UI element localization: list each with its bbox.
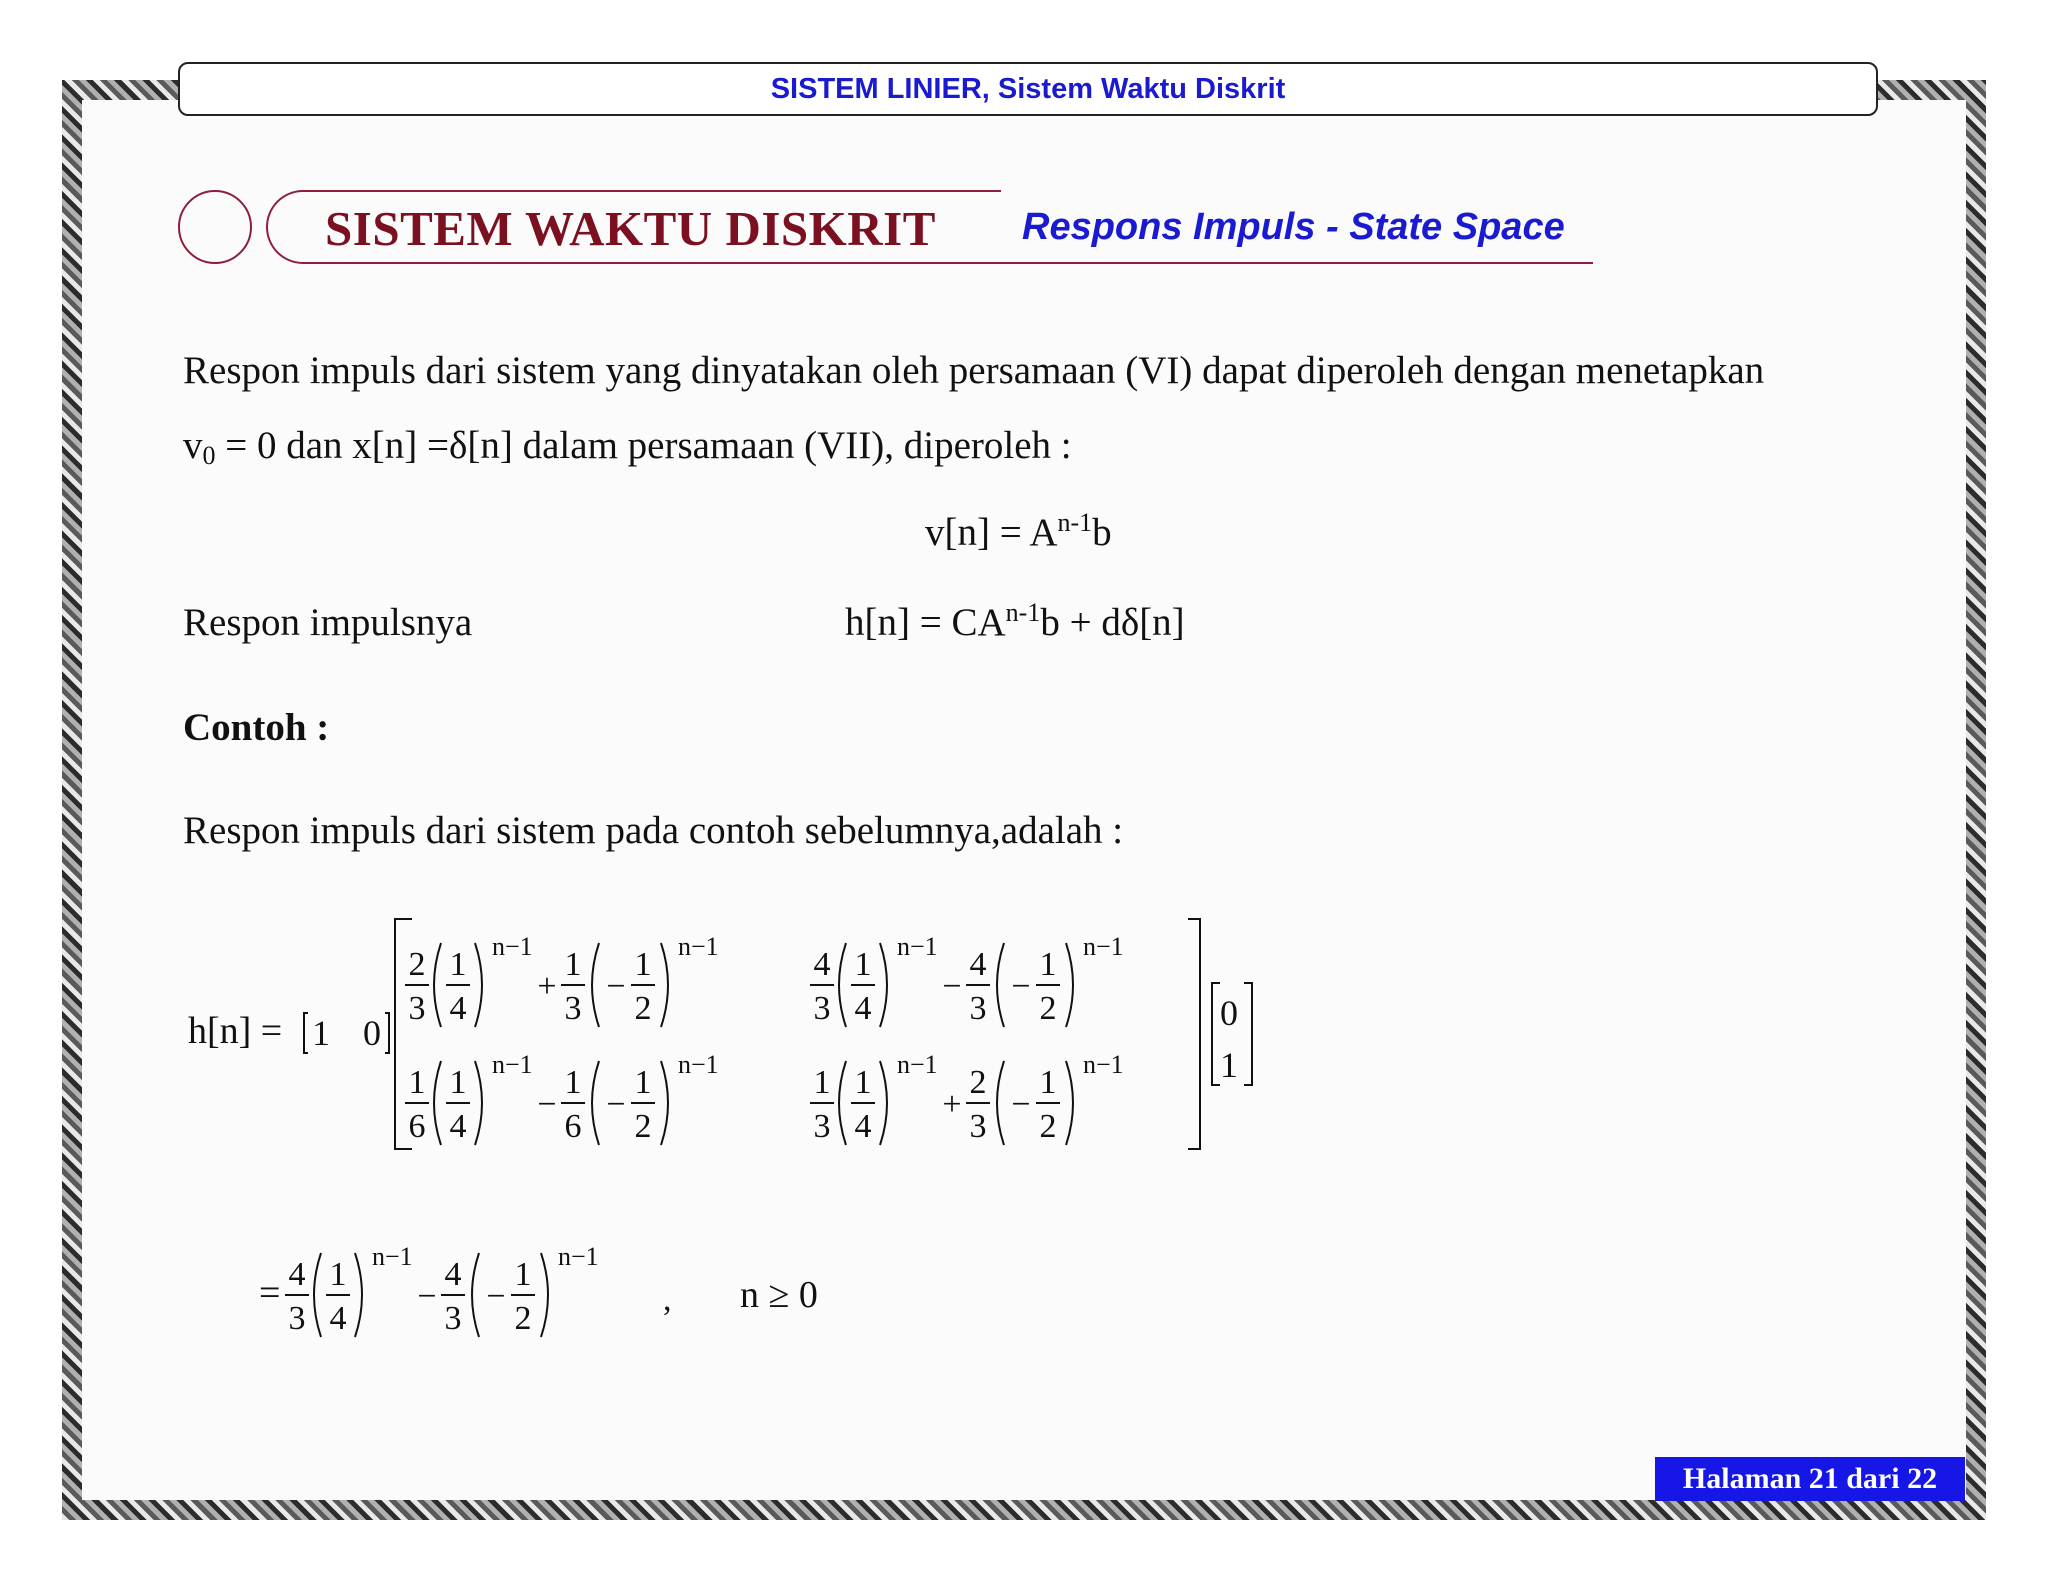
cell-2-2-exp1: n−1 — [897, 1050, 938, 1079]
paragraph-2: Respon impuls dari sistem pada contoh sebelumnya,adalah : — [183, 809, 1124, 852]
cell-2-1-coef2-den: 6 — [564, 1108, 582, 1145]
result-condition: n ≥ 0 — [740, 1274, 818, 1316]
cell-1-2-base1-den: 4 — [854, 990, 872, 1027]
result-coef2-num: 4 — [444, 1256, 462, 1293]
label-impulse-response: Respon impulsnya — [183, 601, 473, 644]
example-heading: Contoh : — [183, 706, 330, 749]
cell-2-1-coef2-num: 1 — [564, 1064, 582, 1101]
cell-2-1-base1-den: 4 — [449, 1108, 467, 1145]
result-paren2-right — [541, 1253, 548, 1337]
col-vector-bracket-left — [1212, 983, 1220, 1085]
result-base2-den: 2 — [514, 1300, 532, 1337]
cell-2-2-coef1-den: 3 — [813, 1108, 831, 1145]
cell-2-1-base2-den: 2 — [634, 1108, 652, 1145]
cell-2-1-base2-num: 1 — [634, 1064, 652, 1101]
col-vector-bracket-right — [1244, 983, 1252, 1085]
cell-2-1-neg: − — [606, 1086, 626, 1123]
cell-1-1-base1-den: 4 — [449, 990, 467, 1027]
cell-1-2-neg: − — [1011, 968, 1031, 1005]
header-title: SISTEM LINIER, Sistem Waktu Diskrit — [178, 62, 1878, 116]
paragraph-1-line-2-rest: = 0 dan x[n] =δ[n] dalam persamaan (VII), diperoleh : — [215, 424, 1072, 467]
row-vector-entry-1: 1 — [312, 1013, 330, 1053]
cell-2-1-exp1: n−1 — [492, 1050, 533, 1079]
cell-2-2-base1-num: 1 — [854, 1064, 872, 1101]
cell-1-1-coef1-num: 2 — [408, 946, 426, 983]
cell-2-1-base1-num: 1 — [449, 1064, 467, 1101]
row-vector-entry-2: 0 — [363, 1013, 381, 1053]
cell-2-2-paren2-left — [997, 1061, 1004, 1145]
cell-1-2-base1-num: 1 — [854, 946, 872, 983]
cell-1-2-paren1-right — [880, 943, 887, 1027]
cell-2-2-base2-num: 1 — [1039, 1064, 1057, 1101]
cell-1-1-paren1-left — [434, 943, 441, 1027]
cell-1-1-paren2-right — [661, 943, 668, 1027]
cell-1-2-coef2-den: 3 — [969, 990, 987, 1027]
matrix-cells — [405, 932, 1124, 1145]
section-title: SISTEM WAKTU DISKRIT — [325, 201, 936, 256]
equation-impulse-lhs: h[n] = CA — [845, 601, 1006, 644]
matrix-lhs: h[n] = — [188, 1010, 283, 1052]
cell-2-2-exp2: n−1 — [1083, 1050, 1124, 1079]
cell-2-2-paren1-left — [839, 1061, 846, 1145]
equation-impulse-rest: b + dδ[n] — [1040, 601, 1185, 644]
cell-1-1-base2-num: 1 — [634, 946, 652, 983]
cell-2-2-coef1-num: 1 — [813, 1064, 831, 1101]
cell-1-2-paren2-right — [1066, 943, 1073, 1027]
cell-1-2-coef1-den: 3 — [813, 990, 831, 1027]
row-vector-bracket-right — [385, 1013, 389, 1053]
title-line-bottom — [303, 262, 1593, 264]
cell-1-2-op: − — [942, 968, 962, 1005]
cell-1-2-exp1: n−1 — [897, 932, 938, 961]
page-number: Halaman 21 dari 22 — [1655, 1457, 1965, 1501]
cell-2-1-exp2: n−1 — [678, 1050, 719, 1079]
equation-state — [925, 510, 1112, 555]
result-exp1: n−1 — [372, 1242, 413, 1271]
cell-1-1-op: + — [537, 968, 557, 1005]
cell-2-2-coef2-num: 2 — [969, 1064, 987, 1101]
cell-2-1-paren2-right — [661, 1061, 668, 1145]
title-circle-decoration — [178, 190, 252, 264]
cell-2-1-paren1-left — [434, 1061, 441, 1145]
cell-1-2-base2-den: 2 — [1039, 990, 1057, 1027]
col-vector-entry-2: 1 — [1220, 1045, 1238, 1085]
result-base1-num: 1 — [329, 1256, 347, 1293]
result-coef2-den: 3 — [444, 1300, 462, 1337]
result-paren2-left — [472, 1253, 479, 1337]
cell-1-1-base2-den: 2 — [634, 990, 652, 1027]
cell-1-1-coef2-den: 3 — [564, 990, 582, 1027]
result-comma: , — [663, 1281, 672, 1318]
cell-1-1-base1-num: 1 — [449, 946, 467, 983]
matrix-bracket-right — [1188, 919, 1200, 1149]
cell-1-1-neg: − — [606, 968, 626, 1005]
cell-1-2-coef1-num: 4 — [813, 946, 831, 983]
cell-2-2-paren1-right — [880, 1061, 887, 1145]
equation-impulse-exp: n-1 — [1005, 598, 1041, 627]
v-subscript: 0 — [202, 441, 216, 470]
cell-1-1-coef1-den: 3 — [408, 990, 426, 1027]
equation-state-exp: n-1 — [1057, 508, 1093, 537]
cell-2-2-coef2-den: 3 — [969, 1108, 987, 1145]
equation-state-lhs: v[n] = A — [925, 511, 1058, 554]
cell-2-1-coef1-num: 1 — [408, 1064, 426, 1101]
equation-state-b: b — [1092, 511, 1112, 554]
result-equals: = — [259, 1272, 281, 1314]
paragraph-1-line-1: Respon impuls dari sistem yang dinyatakan oleh persamaan (VI) dapat diperoleh dengan menetapkan — [183, 349, 1765, 392]
result-paren1-right — [355, 1253, 362, 1337]
cell-1-2-coef2-num: 4 — [969, 946, 987, 983]
result-coef1-den: 3 — [288, 1300, 306, 1337]
cell-1-1-paren2-left — [592, 943, 599, 1027]
cell-1-1-exp1: n−1 — [492, 932, 533, 961]
paragraph-1-line-2 — [183, 423, 1072, 468]
cell-2-2-neg: − — [1011, 1086, 1031, 1123]
result-neg: − — [486, 1278, 506, 1315]
result-equation — [255, 1225, 875, 1360]
result-terms — [285, 1242, 599, 1337]
matrix-equation — [180, 905, 1300, 1160]
title-line-top — [303, 190, 1001, 192]
cell-2-1-op: − — [537, 1086, 557, 1123]
cell-2-1-paren1-right — [475, 1061, 482, 1145]
result-base2-num: 1 — [514, 1256, 532, 1293]
cell-2-1-paren2-left — [592, 1061, 599, 1145]
cell-1-2-paren2-left — [997, 943, 1004, 1027]
cell-2-2-base1-den: 4 — [854, 1108, 872, 1145]
cell-1-1-coef2-num: 1 — [564, 946, 582, 983]
cell-2-1-coef1-den: 6 — [408, 1108, 426, 1145]
result-op: − — [417, 1278, 437, 1315]
cell-1-1-exp2: n−1 — [678, 932, 719, 961]
cell-2-2-base2-den: 2 — [1039, 1108, 1057, 1145]
result-exp2: n−1 — [558, 1242, 599, 1271]
cell-2-2-paren2-right — [1066, 1061, 1073, 1145]
result-coef1-num: 4 — [288, 1256, 306, 1293]
col-vector-entry-1: 0 — [1220, 993, 1238, 1033]
equation-impulse — [845, 600, 1185, 645]
result-paren1-left — [314, 1253, 321, 1337]
cell-1-2-exp2: n−1 — [1083, 932, 1124, 961]
cell-1-1-paren1-right — [475, 943, 482, 1027]
result-base1-den: 4 — [329, 1300, 347, 1337]
v-symbol: v — [183, 424, 203, 467]
section-subtitle: Respons Impuls - State Space — [1022, 206, 1565, 248]
cell-1-2-paren1-left — [839, 943, 846, 1027]
row-vector-bracket-left — [304, 1013, 308, 1053]
cell-1-2-base2-num: 1 — [1039, 946, 1057, 983]
cell-2-2-op: + — [942, 1086, 962, 1123]
